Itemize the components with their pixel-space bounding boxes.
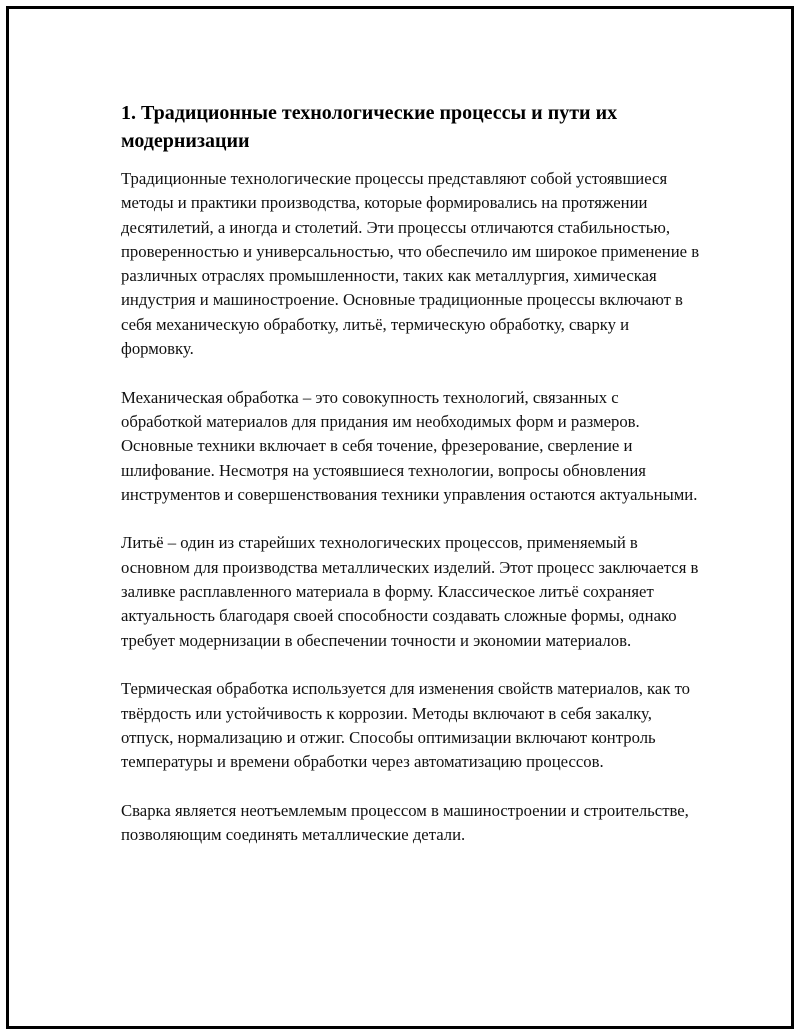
paragraph-machining: Механическая обработка – это совокупность технологий, связанных с обработкой материалов для придания им необходимых форм и размеров. Основные техники включает в себя точение, фрезерование, сверление и шлифование. Несмотря на устоявшиеся технологии, вопросы обновления инструментов и совершенствования техники управления остаются актуальными. (121, 387, 698, 504)
paragraph-heat-treatment: Термическая обработка используется для изменения свойств материалов, как то твёрдость или устойчивость к коррозии. Методы включают в себя закалку, отпуск, нормализацию и отжиг. Способы оптимизации включают контроль температуры и времени обработки через автоматизацию процессов. (121, 679, 691, 772)
page-border (6, 6, 794, 1029)
paragraph-casting: Литьё – один из старейших технологических процессов, применяемый в основном для производства металлических изделий. Этот процесс заключается в заливке расплавленного материала в форму. Классическое литьё сохраняет актуальность благодаря своей способности создавать сложные формы, однако требует модернизации в обеспечении точности и экономии материалов. (121, 533, 699, 650)
document-body (121, 99, 701, 847)
paragraph-intro: Традиционные технологические процессы представляют собой устоявшиеся методы и практики производства, которые формировались на протяжении десятилетий, а иногда и столетий. Эти процессы отличаются стабильностью, проверенностью и универсальностью, что обеспечило им широкое применение в различных отраслях промышленности, таких как металлургия, химическая индустрия и машиностроение. Основные традиционные процессы включают в себя механическую обработку, литьё, термическую обработку, сварку и формовку. (121, 169, 700, 359)
paragraph-welding: Сварка является неотъемлемым процессом в машиностроении и строительстве, позволяющим соединять металлические детали. (121, 800, 689, 845)
section-title: 1. Традиционные технологические процессы и пути их модернизации (121, 102, 618, 152)
